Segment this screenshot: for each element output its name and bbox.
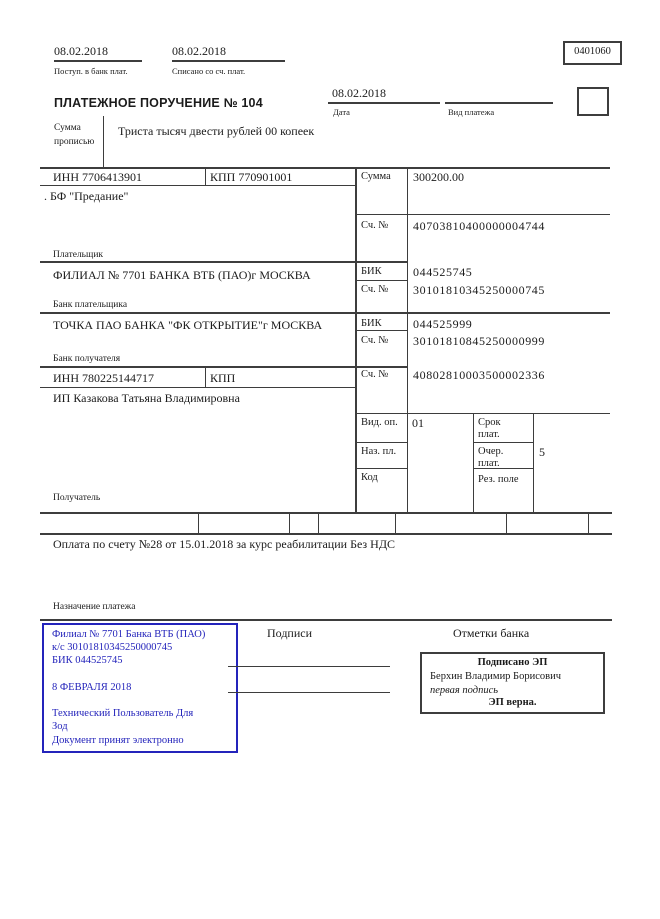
table-line [355, 214, 610, 215]
table-line [40, 533, 612, 535]
payee-account-label: Сч. № [361, 369, 389, 380]
payee-kpp: КПП [210, 371, 236, 385]
stamp-line [52, 694, 236, 707]
signature-line-1 [228, 666, 390, 667]
form-code-box [563, 41, 622, 65]
table-line [407, 167, 408, 512]
payee-bank-name: ТОЧКА ПАО БАНКА "ФК ОТКРЫТИЕ"г МОСКВА [53, 318, 323, 332]
payer-label: Плательщик [53, 250, 104, 260]
doc-title: ПЛАТЕЖНОЕ ПОРУЧЕНИЕ № 104 [54, 96, 263, 110]
payee-bank-bik-value: 044525999 [413, 317, 473, 331]
date-label: Дата [333, 107, 350, 117]
doc-date: 08.02.2018 [332, 86, 386, 100]
payer-bank-account-label: Сч. № [361, 284, 389, 295]
payee-bank-account-value: 30101810845250000999 [413, 334, 545, 348]
table-line [205, 366, 206, 387]
payer-account-label: Сч. № [361, 220, 389, 231]
payer-name: . БФ "Предание" [44, 189, 129, 203]
table-line [355, 280, 407, 281]
table-line [40, 261, 407, 263]
rez-pole-label: Рез. поле [478, 474, 519, 485]
payee-name: ИП Казакова Татьяна Владимировна [53, 391, 240, 405]
stamp-line: Зод [52, 721, 68, 733]
table-line [318, 512, 319, 533]
amount-words-label-1: Сумма [54, 123, 81, 133]
table-line [473, 442, 533, 443]
sum-value: 300200.00 [413, 170, 464, 184]
amount-words-label-2: прописью [54, 137, 95, 147]
stamp-line [52, 668, 236, 681]
stamp-line: Филиал № 7701 Банка ВТБ (ПАО) [52, 629, 206, 640]
esign-signer: Берхин Владимир Борисович [430, 671, 561, 682]
debited-date: 08.02.2018 [172, 44, 226, 58]
table-line [40, 167, 610, 169]
debited-date-label: Списано со сч. плат. [172, 66, 246, 76]
table-line [289, 512, 290, 533]
esign-verified: ЭП верна. [488, 697, 537, 708]
purpose-text: Оплата по счету №28 от 15.01.2018 за курс реабилитации Без НДС [53, 537, 396, 551]
table-line [355, 330, 407, 331]
table-line [40, 512, 612, 514]
payer-inn: ИНН 7706413901 [53, 170, 142, 184]
doc-date-underline [328, 102, 440, 104]
payee-bank-bik-label: БИК [361, 318, 382, 329]
table-line [506, 512, 507, 533]
debited-date-underline [172, 60, 285, 62]
bank-stamp [42, 623, 238, 753]
payee-label: Получатель [53, 493, 101, 503]
vid-op-value: 01 [412, 416, 424, 430]
naz-pl-label: Наз. пл. [361, 446, 397, 457]
table-line [473, 413, 474, 512]
table-line [198, 512, 199, 533]
bank-marks-header: Отметки банка [453, 626, 530, 640]
payment-type-box [577, 87, 609, 116]
payer-account-value: 40703810400000004744 [413, 219, 545, 233]
srok-plat-label: Срок плат. [478, 417, 501, 440]
received-date-label: Поступ. в банк плат. [54, 66, 128, 76]
table-line [395, 512, 396, 533]
table-line [533, 413, 534, 512]
table-line [355, 413, 610, 414]
table-line [40, 387, 355, 388]
received-date-underline [54, 60, 142, 62]
table-line [40, 366, 407, 368]
payer-bank-bik-label: БИК [361, 266, 382, 277]
amount-words-value: Триста тысяч двести рублей 00 копеек [118, 124, 315, 138]
table-line [588, 512, 589, 533]
vid-op-label: Вид. оп. [361, 417, 398, 428]
signature-line-2 [228, 692, 390, 693]
table-line [40, 619, 612, 621]
table-line [355, 167, 357, 512]
purpose-label: Назначение платежа [53, 602, 136, 612]
table-line [40, 185, 355, 186]
payer-bank-name: ФИЛИАЛ № 7701 БАНКА ВТБ (ПАО)г МОСКВА [53, 268, 311, 282]
payee-inn: ИНН 780225144717 [53, 371, 154, 385]
payee-account-value: 40802810003500002336 [413, 368, 545, 382]
stamp-line: БИК 044525745 [52, 655, 123, 667]
sum-label: Сумма [361, 171, 391, 182]
payment-type-underline [445, 102, 553, 104]
stamp-line: Технический Пользователь Для [52, 708, 194, 720]
payment-type-label: Вид платежа [448, 107, 495, 117]
table-line [355, 442, 407, 443]
received-date: 08.02.2018 [54, 44, 108, 58]
esign-title: Подписано ЭП [477, 657, 548, 668]
payer-bank-label: Банк плательщика [53, 300, 128, 310]
ocher-plat-label: Очер. плат. [478, 446, 504, 469]
amount-words-divider [103, 116, 104, 167]
payer-bank-account-value: 30101810345250000745 [413, 283, 545, 297]
stamp-line: 8 ФЕВРАЛЯ 2018 [52, 681, 132, 693]
stamp-line: к/с 30101810345250000745 [52, 642, 173, 654]
payer-kpp: КПП 770901001 [210, 170, 293, 184]
signatures-header: Подписи [267, 626, 313, 640]
stamp-line: Документ принят электронно [52, 734, 184, 746]
payee-bank-label: Банк получателя [53, 354, 121, 364]
esign-role: первая подпись [430, 685, 499, 696]
ocher-plat-value: 5 [539, 445, 545, 459]
form-code: 0401060 [574, 46, 611, 57]
table-line [205, 167, 206, 185]
esign-stamp [420, 652, 605, 714]
payer-bank-bik-value: 044525745 [413, 265, 473, 279]
kod-label: Код [361, 472, 378, 483]
table-line [40, 312, 610, 314]
payee-bank-account-label: Сч. № [361, 335, 389, 346]
table-line [355, 468, 407, 469]
